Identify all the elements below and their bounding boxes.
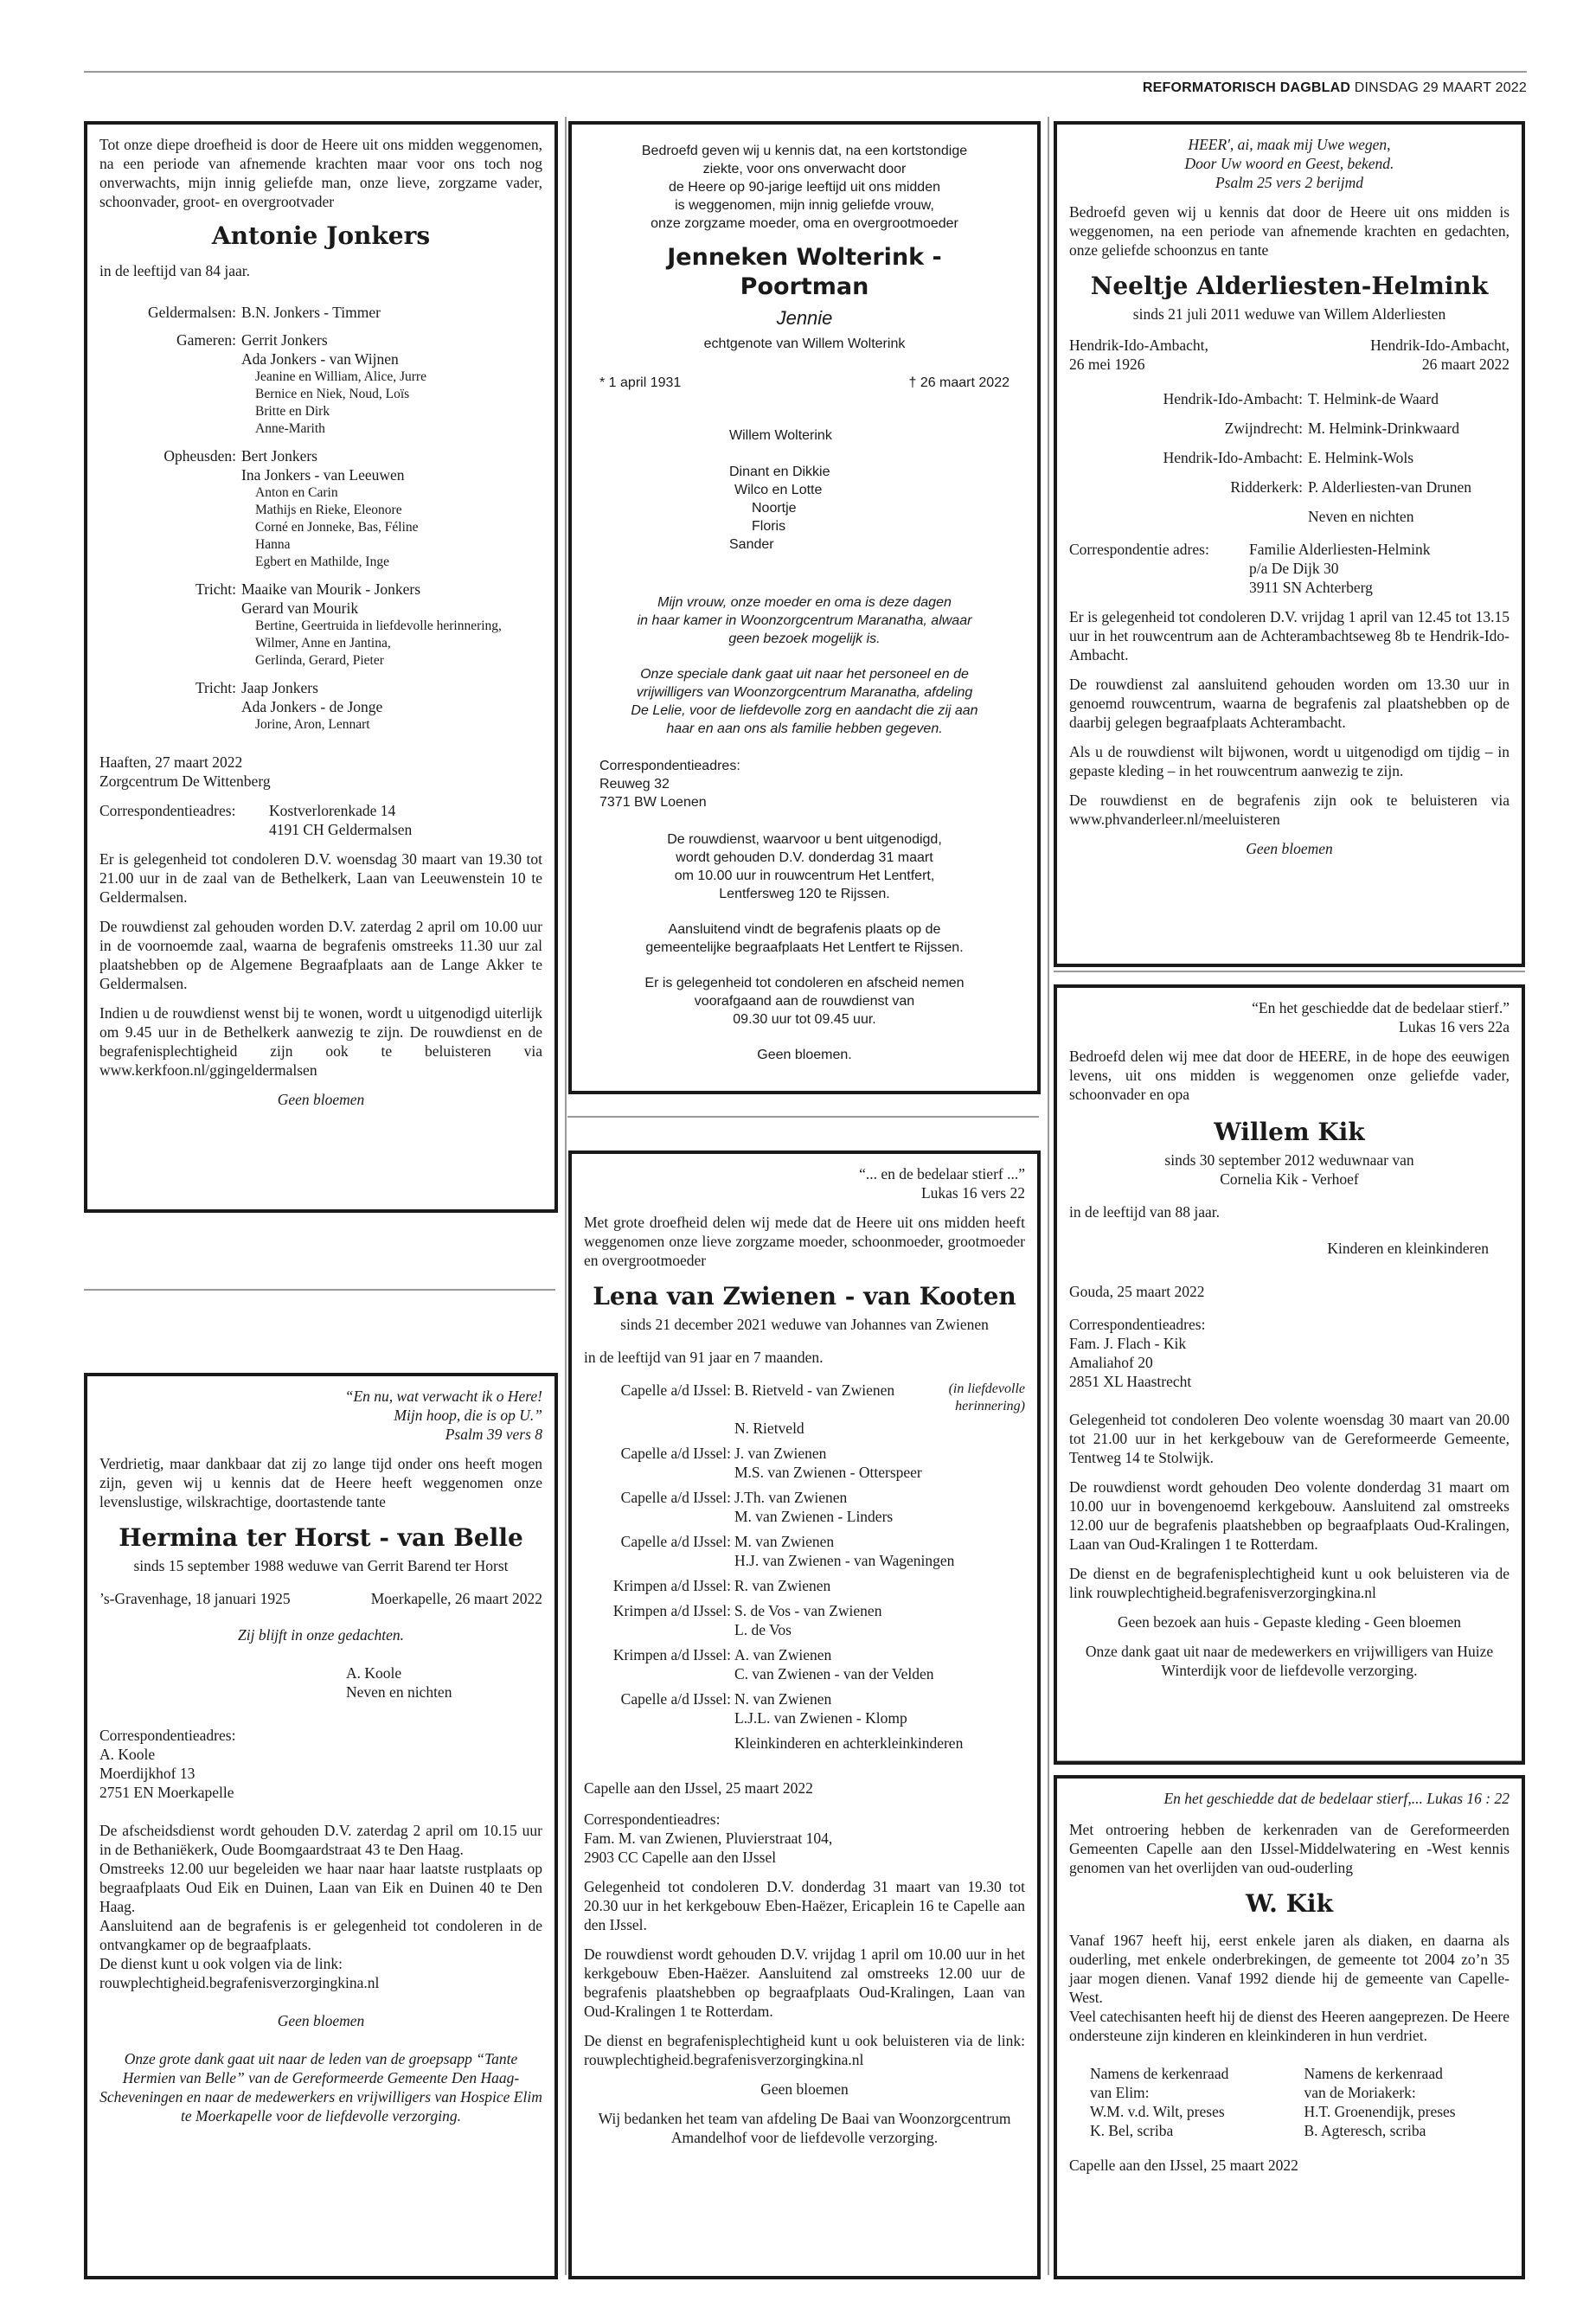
verse	[1069, 135, 1509, 173]
family-location: Gameren:	[176, 331, 236, 349]
grandchildren: Jorine, Aron, Lennart	[255, 717, 370, 732]
family-group	[584, 1444, 1025, 1482]
family-location: Krimpen a/d IJssel:	[612, 1577, 731, 1594]
listen-text: De rouwdienst en de begrafenis zijn ook te beluisteren via www.phvanderleer.nl/meeluisteren	[1069, 792, 1509, 828]
corr-line: 3911 SN Achterberg	[1249, 579, 1373, 596]
family-member: Floris	[752, 519, 786, 534]
family-member: Dinant en Dikkie	[729, 465, 830, 479]
service-text: De afscheidsdienst wordt gehouden D.V. zaterdag 2 april om 10.15 uur in de Bethaniëkerk, Oude Boomgaardstraat 43 te Den Haag.	[99, 1822, 542, 1858]
intro-line: de Heere op 90-jarige leeftijd uit ons midden	[669, 180, 940, 195]
age-line: in de leeftijd van 88 jaar.	[1069, 1203, 1220, 1221]
family-member: Maaike van Mourik - Jonkers	[241, 580, 421, 598]
corr-line: Fam. M. van Zwienen, Pluvierstraat 104,	[584, 1830, 833, 1847]
family-member: Gerard van Mourik	[241, 599, 359, 617]
verse: En het geschiedde dat de bedelaar stierf,... Lukas 16 : 22	[1163, 1790, 1509, 1807]
family-member: Ina Jonkers - van Leeuwen	[241, 466, 405, 484]
grandchildren: Egbert en Mathilde, Inge	[255, 554, 389, 569]
family-member: Noortje	[752, 501, 797, 516]
service-text: De rouwdienst wordt gehouden Deo volente donderdag 31 maart om 10.00 uur in bovengenoemd kerkgebouw. Aansluitend zal omstreeks 12.00 uur de begrafenis plaatshebben op begraafplaats Oud-Kralingen, Laan van Oud-Kralingen 1 te Rotterdam.	[1069, 1478, 1509, 1553]
birth-place: Hendrik-Ido-Ambacht,	[1069, 336, 1208, 354]
family-member: Neven en nichten	[346, 1683, 452, 1701]
divider-left-column	[84, 1289, 555, 1291]
memorial-note: (in liefdevolle herinnering)	[948, 1381, 1025, 1413]
family-member: Ada Jonkers - de Jonge	[241, 698, 383, 715]
birth-date: * 1 april 1931	[599, 375, 682, 390]
closing-wish: Veel catechisanten heeft hij de dienst des Heeren aangeprezen. De Heere ondersteune zijn kinderen en kleinkinderen in hun verdriet.	[1069, 2008, 1509, 2044]
deceased-name: W. Kik	[1246, 1889, 1333, 1918]
family-member: A. Koole	[346, 1664, 402, 1682]
family-row	[1069, 419, 1509, 438]
verse-line: HEER', ai, maak mij Uwe wegen,	[1188, 136, 1391, 153]
birth-date: 26 mei 1926	[1069, 356, 1145, 373]
verse	[99, 1387, 542, 1425]
family-group	[584, 1488, 1025, 1526]
member-name: B. Rietveld - van Zwienen	[734, 1381, 895, 1399]
corr-line-1: Kostverlorenkade 14	[269, 802, 396, 819]
widower-line-1: sinds 30 september 2012 weduwnaar van	[1164, 1151, 1414, 1169]
family-member: Jaap Jonkers	[241, 679, 318, 696]
service-text: De rouwdienst zal gehouden worden D.V. zaterdag 2 april om 10.00 uur in de voornoemde zaal, waarna de begrafenis omstreeks 11.30 uur zal plaatshebben op de Algemene Begraafplaats aan de Lange Akker te Geldermalsen.	[99, 918, 542, 992]
family-member	[734, 1708, 1025, 1727]
memorial-quote: Zij blijft in onze gedachten.	[238, 1626, 404, 1644]
member-name: M. van Zwienen	[734, 1533, 835, 1550]
signature-line: van Elim:	[1090, 2084, 1150, 2101]
correspondence-address	[584, 1810, 1025, 1867]
family-member	[734, 1419, 1025, 1438]
death-line: Moerkapelle, 26 maart 2022	[370, 1590, 542, 1607]
family-member	[734, 1507, 1025, 1526]
family-group	[99, 678, 542, 734]
family-group	[99, 303, 542, 322]
signatures	[1069, 2064, 1509, 2140]
family-group	[584, 1576, 1025, 1595]
column-divider-left	[565, 117, 567, 2275]
family-group	[99, 580, 542, 670]
signature-line: K. Bel, scriba	[1090, 2122, 1174, 2139]
death-place: Hendrik-Ido-Ambacht,	[1370, 336, 1509, 354]
listen-text: Indien u de rouwdienst wenst bij te wonen, wordt u uitgenodigd uiterlijk om 9.45 uur in de Bethelkerk aanwezig te zijn. De rouwdienst en de begrafenisplechtigheid zijn ook te beluisteren via www.kerkfoon.nl/ggingeldermalsen	[99, 1004, 542, 1079]
member-name: M. van Zwienen - Linders	[734, 1508, 894, 1525]
family-location: Capelle a/d IJssel:	[620, 1445, 731, 1462]
closing-note: Geen bloemen	[1246, 840, 1333, 857]
deceased-name: Jenneken Wolterink - Poortman	[667, 244, 942, 300]
correspondence-address	[1069, 540, 1509, 597]
place-date: Capelle aan den IJssel, 25 maart 2022	[584, 1779, 813, 1797]
family-list	[99, 303, 542, 734]
italic-line: geen bezoek mogelijk is.	[728, 631, 881, 646]
corr-line: Reuweg 32	[599, 777, 670, 792]
correspondence-address	[99, 801, 542, 839]
family-location: Opheusden:	[163, 447, 236, 465]
divider-mid-column	[567, 1116, 1039, 1118]
listen-text: De dienst en begrafenisplechtigheid kunt u ook beluisteren via de link: rouwplechtigheid.begrafenisverzorgingkina.nl	[584, 2032, 1025, 2068]
widower-line-2: Cornelia Kik - Verhoef	[1220, 1170, 1359, 1188]
spouse-line: echtgenote van Willem Wolterink	[703, 336, 906, 351]
member-name: H.J. van Zwienen - van Wageningen	[734, 1552, 955, 1569]
death-date: † 26 maart 2022	[908, 375, 1010, 390]
corr-line: p/a De Dijk 30	[1249, 560, 1339, 577]
text-line: De rouwdienst, waarvoor u bent uitgenodigd,	[667, 832, 942, 847]
family-member	[734, 1381, 1025, 1419]
family-location: Tricht:	[195, 679, 236, 696]
member-name: N. van Zwienen	[734, 1690, 832, 1708]
family-location: Ridderkerk:	[1230, 478, 1303, 496]
grandchildren: Jeanine en William, Alice, Jurre	[255, 369, 426, 384]
family-member	[734, 1664, 1025, 1683]
family-member: T. Helmink-de Waard	[1308, 390, 1439, 407]
deceased-name: Hermina ter Horst - van Belle	[119, 1523, 523, 1552]
page-header	[1143, 80, 1527, 96]
text-line: om 10.00 uur in rouwcentrum Het Lentfert,	[674, 868, 935, 883]
family-member: E. Helmink-Wols	[1308, 449, 1414, 466]
signature-line: W.M. v.d. Wilt, preses	[1090, 2103, 1225, 2120]
verse-reference: Psalm 25 vers 2 berijmd	[1215, 174, 1364, 191]
family-location: Zwijndrecht:	[1224, 420, 1303, 437]
corr-line: Fam. J. Flach - Kik	[1069, 1335, 1187, 1352]
widow-line: sinds 15 september 1988 weduwe van Gerrit Barend ter Horst	[133, 1557, 509, 1574]
member-name: S. de Vos - van Zwienen	[734, 1602, 882, 1619]
verse-line: Mijn hoop, die is op U.”	[394, 1407, 542, 1424]
family-row	[1069, 478, 1509, 497]
notice-intro	[599, 142, 1010, 233]
family-location	[1069, 507, 1303, 526]
notice-neeltje-alderliesten	[1054, 121, 1525, 967]
family-member: Ada Jonkers - van Wijnen	[241, 350, 399, 368]
verse-reference: Lukas 16 vers 22	[920, 1184, 1025, 1202]
corr-line: Amaliahof 20	[1069, 1354, 1153, 1371]
member-name: L.J.L. van Zwienen - Klomp	[734, 1709, 907, 1727]
verse-reference: Lukas 16 vers 22a	[1399, 1018, 1509, 1035]
corr-line: Correspondentieadres:	[1069, 1316, 1206, 1333]
family-location: Capelle a/d IJssel:	[620, 1690, 731, 1708]
family-location: Capelle a/d IJssel:	[620, 1489, 731, 1506]
signature-moriakerk	[1304, 2064, 1510, 2140]
corr-line: Correspondentieadres:	[584, 1811, 721, 1828]
family-member: Wilco en Lotte	[734, 483, 823, 497]
service-text: De rouwdienst zal aansluitend gehouden worden om 13.30 uur in genoemd rouwcentrum, waarna de begrafenis zal plaatshebben op de daarbij gelegen begraafplaats Achterambacht.	[1069, 676, 1509, 731]
family-group	[584, 1645, 1025, 1683]
family-member	[734, 1620, 1025, 1639]
family-member	[734, 1576, 1025, 1595]
family-list	[1069, 389, 1509, 526]
family-member	[734, 1532, 1025, 1551]
top-rule	[84, 71, 1527, 73]
intro-line: onze zorgzame moeder, oma en overgrootmoeder	[651, 216, 958, 231]
request-line: Geen bezoek aan huis - Gepaste kleding - Geen bloemen	[1118, 1613, 1461, 1631]
family-location: Krimpen a/d IJssel:	[612, 1646, 731, 1663]
grandchildren: Mathijs en Rieke, Eleonore	[255, 503, 402, 517]
places-row	[1069, 336, 1509, 374]
family-row	[1069, 507, 1509, 526]
family-member	[734, 1444, 1025, 1463]
grandchildren: Wilmer, Anne en Jantina,	[255, 636, 391, 651]
dates-row	[599, 374, 1010, 392]
age-line: in de leeftijd van 91 jaar en 7 maanden.	[584, 1349, 824, 1366]
family-line: Kinderen en kleinkinderen	[1327, 1240, 1489, 1257]
death-date: 26 maart 2022	[1421, 356, 1509, 373]
family-member: Sander	[729, 537, 774, 552]
deceased-name: Lena van Zwienen - van Kooten	[593, 1282, 1016, 1311]
condolence-text: Aansluitend aan de begrafenis is er gelegenheid tot condoleren in de ontvangkamer op de begraafplaats.	[99, 1917, 542, 1953]
verse: “... en de bedelaar stierf ...”	[859, 1165, 1025, 1183]
notice-intro: Met ontroering hebben de kerkenraden van de Gereformeerden Gemeenten Capelle aan den IJssel-Middelwatering en -West kennis genomen van het overlijden van oud-ouderling	[1069, 1821, 1509, 1876]
member-name: C. van Zwienen - van der Velden	[734, 1665, 934, 1682]
family-member	[734, 1488, 1025, 1507]
verse-reference: Psalm 39 vers 8	[445, 1426, 542, 1443]
family-member	[734, 1463, 1025, 1482]
verse: “En het geschiedde dat de bedelaar stierf.”	[1252, 999, 1509, 1016]
follow-link: rouwplechtigheid.begrafenisverzorgingkina.nl	[99, 1974, 380, 1991]
column-divider-right	[1048, 117, 1049, 2275]
signature-line: Namens de kerkenraad	[1090, 2065, 1229, 2082]
corr-line: Correspondentieadres:	[99, 1727, 236, 1744]
grandchildren: Anton en Carin	[255, 485, 338, 500]
family-group	[99, 330, 542, 438]
signature-elim	[1090, 2064, 1296, 2140]
member-name: R. van Zwienen	[734, 1577, 831, 1594]
paper-name: REFORMATORISCH DAGBLAD	[1142, 80, 1351, 95]
intro-line: ziekte, voor ons onverwacht door	[702, 162, 907, 176]
signature-line: H.T. Groenendijk, preses	[1304, 2103, 1456, 2120]
signature-line: van de Moriakerk:	[1304, 2084, 1416, 2101]
text-line: 09.30 uur tot 09.45 uur.	[733, 1012, 876, 1027]
notice-intro: Met grote droefheid delen wij mede dat de Heere uit ons midden heeft weggenomen onze lieve zorgzame moeder, schoonmoeder, grootmoeder en overgrootmoeder	[584, 1214, 1025, 1269]
intro-line: Bedroefd geven wij u kennis dat, na een kortstondige	[641, 144, 968, 158]
member-name: M.S. van Zwienen - Otterspeer	[734, 1464, 922, 1481]
notice-w-kik	[1054, 1775, 1525, 2279]
corr-line: 2903 CC Capelle aan den IJssel	[584, 1849, 777, 1866]
family-member: Gerrit Jonkers	[241, 331, 328, 349]
dates-row	[99, 1589, 542, 1608]
corr-label: Correspondentieadres:	[99, 802, 236, 819]
signature-line: B. Agteresch, scriba	[1304, 2122, 1426, 2139]
corr-line-2: 4191 CH Geldermalsen	[269, 821, 413, 838]
member-name: A. van Zwienen	[734, 1646, 832, 1663]
text-line: voorafgaand aan de rouwdienst van	[694, 994, 915, 1009]
burial-text: Omstreeks 12.00 uur begeleiden we haar naar haar laatste rustplaats op begraafplaats Oud Eik en Duinen, Laan van Eik en Duinen 40 te Den Haag.	[99, 1860, 542, 1915]
place-date: Haaften, 27 maart 2022	[99, 753, 243, 771]
family-member: Bert Jonkers	[241, 447, 317, 465]
family-group	[584, 1381, 1025, 1438]
attendance-text: Als u de rouwdienst wilt bijwonen, wordt u uitgenodigd om tijdig – in gepaste kleding – in het rouwcentrum aanwezig te zijn.	[1069, 743, 1509, 779]
service-history: Vanaf 1967 heeft hij, eerst enkele jaren als diaken, en daarna als ouderling, met enkele onderbrekingen, de gemeente tot 2004 zo’n 35 jaar mogen dienen. Vanaf 1992 diende hij de gemeente van Capelle-West.	[1069, 1932, 1509, 2006]
verse-line: Door Uw woord en Geest, bekend.	[1184, 155, 1394, 172]
grandchildren: Gerlinda, Gerard, Pieter	[255, 653, 384, 668]
grandchildren: Corné en Jonneke, Bas, Féline	[255, 520, 419, 535]
divider-right-column-1	[1054, 971, 1525, 972]
intro-line: is weggenomen, mijn innig geliefde vrouw,	[675, 198, 934, 213]
closing-note: Geen bloemen	[760, 2080, 849, 2098]
family-location: Hendrik-Ido-Ambacht:	[1163, 449, 1303, 466]
notice-intro: Bedroefd delen wij mee dat door de HEERE, in de hope des eeuwigen levens, uit ons midden is weggenomen onze geliefde vader, schoonvader en opa	[1069, 1048, 1509, 1103]
corr-line: 2751 EN Moerkapelle	[99, 1784, 234, 1801]
nickname: Jennie	[776, 307, 833, 329]
family-location: Capelle a/d IJssel:	[620, 1533, 731, 1550]
text-line: Er is gelegenheid tot condoleren en afscheid nemen	[644, 976, 965, 990]
corr-line: A. Koole	[99, 1746, 156, 1763]
age-line: in de leeftijd van 84 jaar.	[99, 262, 250, 279]
grandchildren: Bertine, Geertruida in liefdevolle herinnering,	[255, 619, 502, 633]
italic-line: haar en aan ons als familie hebben gegeven.	[666, 721, 943, 736]
listen-text: De dienst en de begrafenisplechtigheid kunt u ook beluisteren via de link rouwplechtigheid.begrafenisverzorgingkina.nl	[1069, 1565, 1509, 1601]
family-location: Capelle a/d IJssel:	[620, 1381, 731, 1399]
thanks-text: Wij bedanken het team van afdeling De Baai van Woonzorgcentrum Amandelhof voor de liefdevolle verzorging.	[598, 2110, 1011, 2146]
closing-note: Geen bloemen	[277, 1091, 365, 1108]
paper-date: DINSDAG 29 MAART 2022	[1354, 80, 1527, 95]
member-name: J. van Zwienen	[734, 1445, 827, 1462]
family-location: Tricht:	[195, 580, 236, 598]
condolence-text: Er is gelegenheid tot condoleren D.V. woensdag 30 maart van 19.30 tot 21.00 uur in de zaal van de Bethelkerk, Laan van Leeuwenstein 10 te Geldermalsen.	[99, 850, 542, 906]
family-member	[729, 445, 1010, 463]
text-line: gemeentelijke begraafplaats Het Lentfert te Rijssen.	[645, 940, 964, 955]
condolence-text: Er is gelegenheid tot condoleren D.V. vrijdag 1 april van 12.45 tot 13.15 uur in het rouwcentrum aan de Achterambachtseweg 8b te Hendrik-Ido-Ambacht.	[1069, 608, 1509, 663]
family-member	[734, 1601, 1025, 1620]
notice-willem-kik	[1054, 984, 1525, 1765]
thanks-text: Onze grote dank gaat uit naar de leden van de groepsapp “Tante Hermien van Belle” van de Gereformeerde Gemeente Den Haag-Scheveningen en naar de medewerkers en vrijwilligers van Hospice Elim te Moerkapelle voor de liefdevolle verzorging.	[99, 2050, 542, 2125]
italic-line: Mijn vrouw, onze moeder en oma is deze dagen	[657, 595, 952, 610]
family-group	[584, 1532, 1025, 1570]
family-location: Geldermalsen:	[147, 304, 236, 321]
corr-line: 7371 BW Loenen	[599, 795, 707, 810]
family-member: P. Alderliesten-van Drunen	[1308, 478, 1472, 496]
grandchildren: Hanna	[255, 537, 291, 552]
place-2: Zorgcentrum De Wittenberg	[99, 772, 271, 790]
text-line: Aansluitend vindt de begrafenis plaats op de	[668, 922, 941, 937]
family-list	[346, 1663, 542, 1702]
notice-antonie-jonkers	[84, 121, 558, 1213]
text-line: wordt gehouden D.V. donderdag 31 maart	[676, 850, 933, 865]
condolence-text: Gelegenheid tot condoleren Deo volente woensdag 30 maart van 20.00 tot 21.00 uur in het kerkgebouw van de Gereformeerde Gemeente, Tentweg 14 te Stolwijk.	[1069, 1411, 1509, 1466]
family-list	[584, 1381, 1025, 1727]
family-group	[99, 446, 542, 571]
notice-hermina-ter-horst	[84, 1373, 558, 2279]
widow-line: sinds 21 december 2021 weduwe van Johannes van Zwienen	[620, 1316, 989, 1333]
italic-line: vrijwilligers van Woonzorgcentrum Maranatha, afdeling	[636, 685, 973, 700]
correspondence-address	[599, 757, 1010, 811]
correspondence-address	[1069, 1315, 1509, 1391]
notice-jenneken-wolterink	[568, 121, 1041, 1094]
family-row	[1069, 448, 1509, 467]
text-line: Lentfersweg 120 te Rijssen.	[719, 887, 890, 901]
italic-line: in haar kamer in Woonzorgcentrum Maranatha, alwaar	[637, 613, 972, 628]
family-list	[729, 426, 1010, 554]
corr-line: Familie Alderliesten-Helmink	[1249, 541, 1431, 558]
deceased-name: Antonie Jonkers	[211, 221, 431, 250]
deceased-name: Neeltje Alderliesten-Helmink	[1090, 272, 1489, 300]
family-member	[734, 1551, 1025, 1570]
grandchildren: Britte en Dirk	[255, 404, 330, 419]
family-row	[1069, 389, 1509, 408]
signature-line: Namens de kerkenraad	[1304, 2065, 1443, 2082]
italic-line: Onze speciale dank gaat uit naar het personeel en de	[640, 667, 969, 682]
condolence-text	[599, 974, 1010, 1029]
follow-text: De dienst kunt u ook volgen via de link:	[99, 1955, 343, 1972]
place-date: Gouda, 25 maart 2022	[1069, 1283, 1205, 1300]
notice-lena-van-zwienen	[568, 1150, 1041, 2279]
service-text: De rouwdienst wordt gehouden D.V. vrijdag 1 april om 10.00 uur in het kerkgebouw Eben-Haëzer. Aansluitend zal omstreeks 12.00 uur de begrafenis plaatshebben op begraafplaats Oud-Kralingen, Laan van Oud-Kralingen 1 te Rotterdam.	[584, 1945, 1025, 2020]
notice-intro: Bedroefd geven wij u kennis dat door de Heere uit ons midden is weggenomen, na een periode van afnemende krachten en gedachten, onze geliefde schoonzus en tante	[1069, 203, 1509, 259]
closing-note: Geen bloemen	[277, 2012, 365, 2029]
deceased-name: Willem Kik	[1214, 1118, 1365, 1146]
member-name: L. de Vos	[734, 1621, 792, 1638]
member-name: J.Th. van Zwienen	[734, 1489, 848, 1506]
correspondence-address	[99, 1726, 542, 1802]
family-member: B.N. Jonkers - Timmer	[241, 304, 381, 321]
widow-line: sinds 21 juli 2011 weduwe van Willem Alderliesten	[1132, 305, 1446, 323]
place-date: Capelle aan den IJssel, 25 maart 2022	[1069, 2157, 1298, 2174]
corr-line: Correspondentieadres:	[599, 759, 740, 773]
service-text	[599, 830, 1010, 903]
thanks-note	[599, 665, 1010, 738]
closing-note: Geen bloemen.	[757, 1048, 852, 1062]
italic-line: De Lelie, voor de liefdevolle zorg en aandacht die zij aan	[631, 703, 978, 718]
visit-note	[599, 593, 1010, 648]
thanks-text: Onze dank gaat uit naar de medewerkers en vrijwilligers van Huize Winterdijk voor de liefdevolle verzorging.	[1085, 1643, 1494, 1679]
member-name: N. Rietveld	[734, 1420, 804, 1437]
grandchildren: Bernice en Niek, Noud, Loïs	[255, 387, 410, 401]
birth-line: ’s-Gravenhage, 18 januari 1925	[99, 1590, 291, 1607]
family-member	[734, 1689, 1025, 1708]
family-group	[584, 1601, 1025, 1639]
family-member	[734, 1645, 1025, 1664]
family-group	[584, 1689, 1025, 1727]
family-member: Willem Wolterink	[729, 428, 832, 443]
condolence-text: Gelegenheid tot condoleren D.V. donderdag 31 maart van 19.30 tot 20.30 uur in het kerkgebouw Eben-Haëzer, Ericaplein 16 te Capelle aan den IJssel.	[584, 1878, 1025, 1933]
family-location: Krimpen a/d IJssel:	[612, 1602, 731, 1619]
corr-line: Moerdijkhof 13	[99, 1765, 195, 1782]
grandchildren: Anne-Marith	[255, 421, 325, 436]
corr-label: Correspondentie adres:	[1069, 541, 1209, 558]
corr-line: 2851 XL Haastrecht	[1069, 1373, 1192, 1390]
burial-text	[599, 920, 1010, 957]
family-location: Hendrik-Ido-Ambacht:	[1163, 390, 1303, 407]
notice-intro: Tot onze diepe droefheid is door de Heere uit ons midden weggenomen, na een periode van afnemende krachten maar voor ons toch nog onverwachts, mijn innig geliefde man, onze lieve, zorgzame vader, schoonvader, groot- en overgrootvader	[99, 136, 542, 210]
family-member: Neven en nichten	[1308, 508, 1414, 525]
verse-line: “En nu, wat verwacht ik o Here!	[344, 1388, 542, 1405]
grandchildren-line: Kleinkinderen en achterkleinkinderen	[734, 1734, 964, 1752]
family-member: M. Helmink-Drinkwaard	[1308, 420, 1459, 437]
notice-intro: Verdrietig, maar dankbaar dat zij zo lange tijd onder ons heeft mogen zijn, geven wij u kennis dat de Heere heeft weggenomen onze levenslustige, wilskrachtige, doortastende tante	[99, 1455, 542, 1510]
